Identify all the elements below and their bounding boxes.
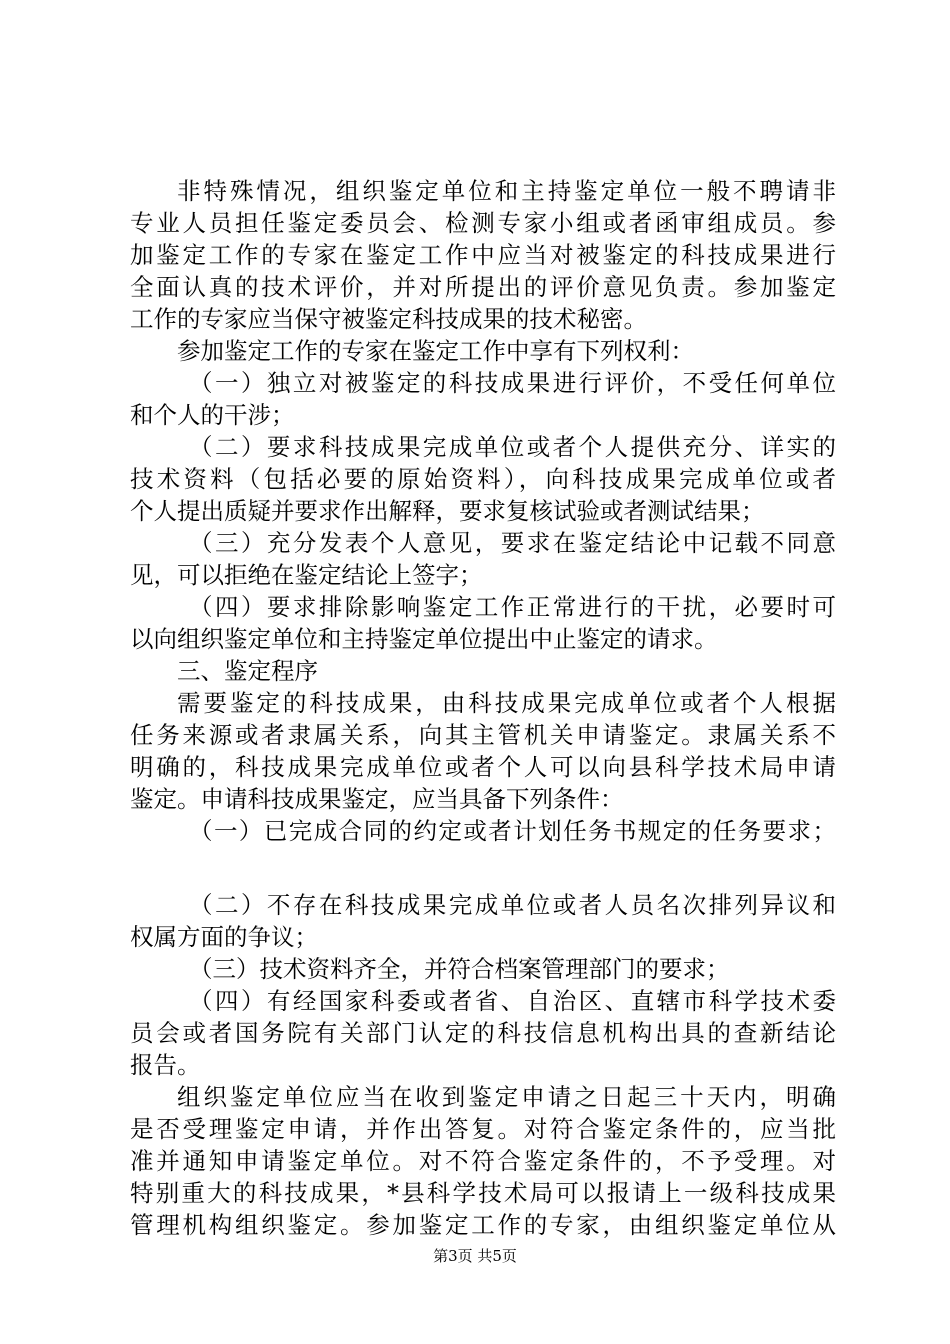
text-line: 非特殊情况，组织鉴定单位和主持鉴定单位一般不聘请非 xyxy=(177,177,836,205)
text-line: 是否受理鉴定申请，并作出答复。对符合鉴定条件的，应当批 xyxy=(130,1115,836,1143)
document-body xyxy=(130,175,836,1241)
text-line: 权属方面的争议； xyxy=(130,923,318,951)
text-line: （一）独立对被鉴定的科技成果进行评价，不受任何单位 xyxy=(189,369,836,397)
text-line: （一）已完成合同的约定或者计划任务书规定的任务要求； xyxy=(189,817,836,845)
text-line: 组织鉴定单位应当在收到鉴定申请之日起三十天内，明确 xyxy=(177,1083,836,1111)
text-line: 和个人的干涉； xyxy=(130,401,295,429)
blank-line xyxy=(130,847,836,889)
text-line: （四）要求排除影响鉴定工作正常进行的干扰，必要时可 xyxy=(189,593,836,621)
text-line: （三）技术资料齐全，并符合档案管理部门的要求； xyxy=(189,955,730,983)
text-line: （四）有经国家科委或者省、自治区、直辖市科学技术委 xyxy=(189,987,836,1015)
text-line: 特别重大的科技成果，*县科学技术局可以报请上一级科技成果 xyxy=(130,1179,836,1207)
text-line: 员会或者国务院有关部门认定的科技信息机构出具的查新结论 xyxy=(130,1019,836,1047)
text-line: 以向组织鉴定单位和主持鉴定单位提出中止鉴定的请求。 xyxy=(130,625,718,653)
text-line: 个人提出质疑并要求作出解释，要求复核试验或者测试结果； xyxy=(130,497,765,525)
text-line: 技术资料（包括必要的原始资料），向科技成果完成单位或者 xyxy=(130,465,836,493)
text-line: 报告。 xyxy=(130,1051,201,1079)
text-line: 明确的，科技成果完成单位或者个人可以向县科学技术局申请 xyxy=(130,753,836,781)
text-line: （二）要求科技成果完成单位或者个人提供充分、详实的 xyxy=(189,433,836,461)
text-line: 鉴定。申请科技成果鉴定，应当具备下列条件： xyxy=(130,785,624,813)
text-line: （二）不存在科技成果完成单位或者人员名次排列异议和 xyxy=(189,891,836,919)
text-line: 三、鉴定程序 xyxy=(177,657,318,685)
text-line: 需要鉴定的科技成果，由科技成果完成单位或者个人根据 xyxy=(177,689,836,717)
text-line: （三）充分发表个人意见，要求在鉴定结论中记载不同意 xyxy=(189,529,836,557)
text-line: 加鉴定工作的专家在鉴定工作中应当对被鉴定的科技成果进行 xyxy=(130,241,836,269)
page-footer: 第3页 共5页 xyxy=(433,1247,517,1265)
text-line: 工作的专家应当保守被鉴定科技成果的技术秘密。 xyxy=(130,305,647,333)
text-line: 准并通知申请鉴定单位。对不符合鉴定条件的，不予受理。对 xyxy=(130,1147,836,1175)
text-line: 全面认真的技术评价，并对所提出的评价意见负责。参加鉴定 xyxy=(130,273,836,301)
text-line: 参加鉴定工作的专家在鉴定工作中享有下列权利： xyxy=(177,337,694,365)
text-line: 专业人员担任鉴定委员会、检测专家小组或者函审组成员。参 xyxy=(130,209,836,237)
text-line: 见，可以拒绝在鉴定结论上签字； xyxy=(130,561,483,589)
text-line: 管理机构组织鉴定。参加鉴定工作的专家，由组织鉴定单位从 xyxy=(130,1211,836,1239)
text-line: 任务来源或者隶属关系，向其主管机关申请鉴定。隶属关系不 xyxy=(130,721,836,749)
